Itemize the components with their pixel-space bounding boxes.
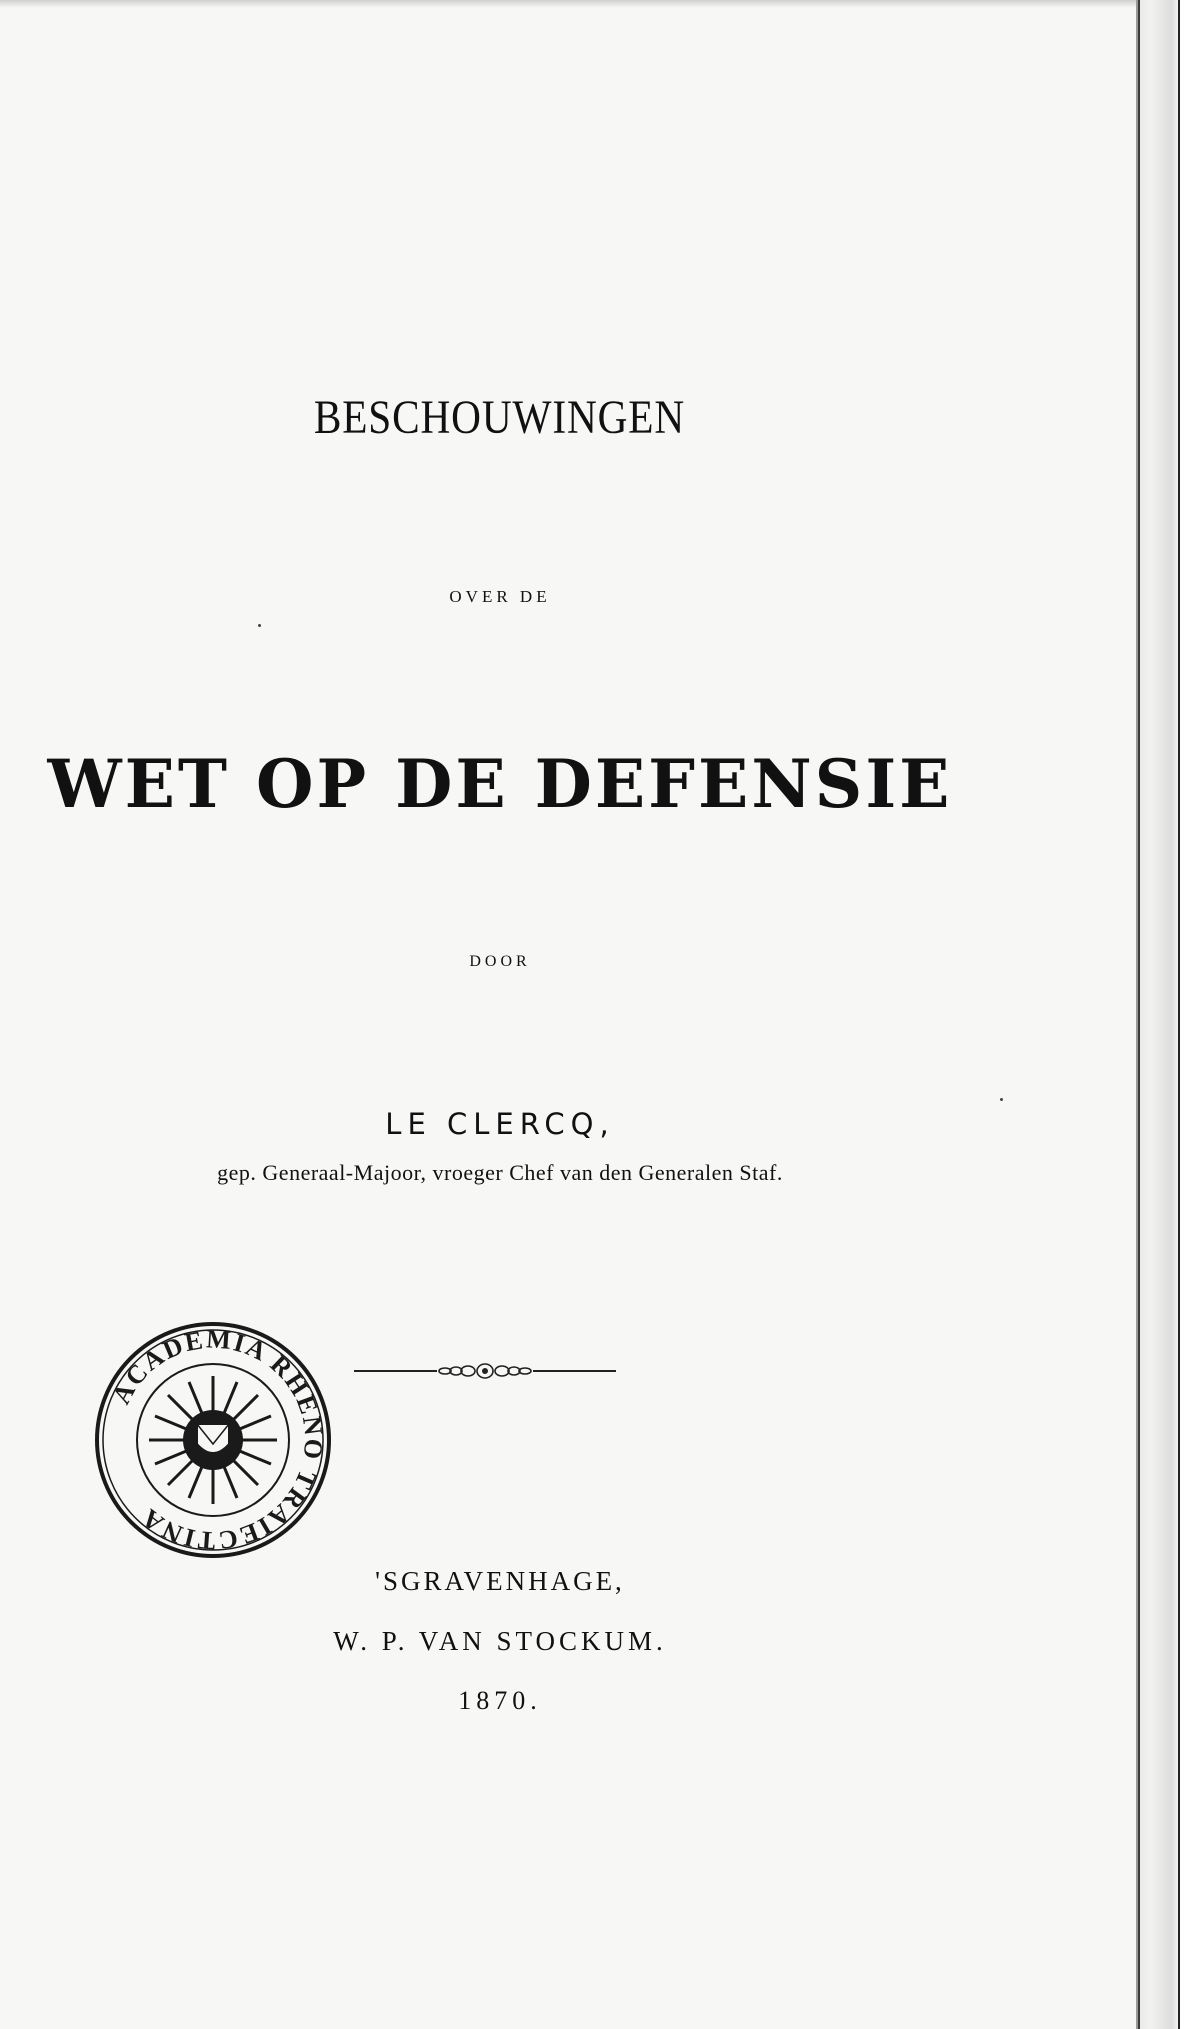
main-title: WET OP DE DEFENSIE — [47, 745, 953, 823]
paper-speck — [1000, 1098, 1003, 1101]
title-connector: OVER DE — [449, 587, 551, 606]
page-edge-line-outer — [1178, 0, 1180, 2029]
page-edge-line — [1138, 0, 1140, 2029]
author-role: gep. Generaal-Majoor, vroeger Chef van den Generalen Staf. — [217, 1160, 783, 1185]
academia-rheno-traiectina-seal — [93, 1320, 333, 1560]
paper-speck — [258, 624, 261, 627]
page-right-edge — [1136, 0, 1200, 2029]
imprint-place: 'SGRAVENHAGE, — [375, 1566, 625, 1596]
page-top-edge — [0, 0, 1138, 8]
imprint-year: 1870. — [458, 1686, 542, 1715]
book-title: BESCHOUWINGEN — [313, 391, 686, 444]
imprint-publisher: W. P. VAN STOCKUM. — [333, 1626, 667, 1656]
by-label: DOOR — [469, 953, 531, 970]
ornament-divider — [352, 1360, 618, 1382]
svg-text:ACADEMIA RHENO TRAIECTINA: ACADEMIA RHENO TRAIECTINA — [106, 1324, 329, 1556]
author-name: LE CLERCQ, — [385, 1107, 615, 1141]
